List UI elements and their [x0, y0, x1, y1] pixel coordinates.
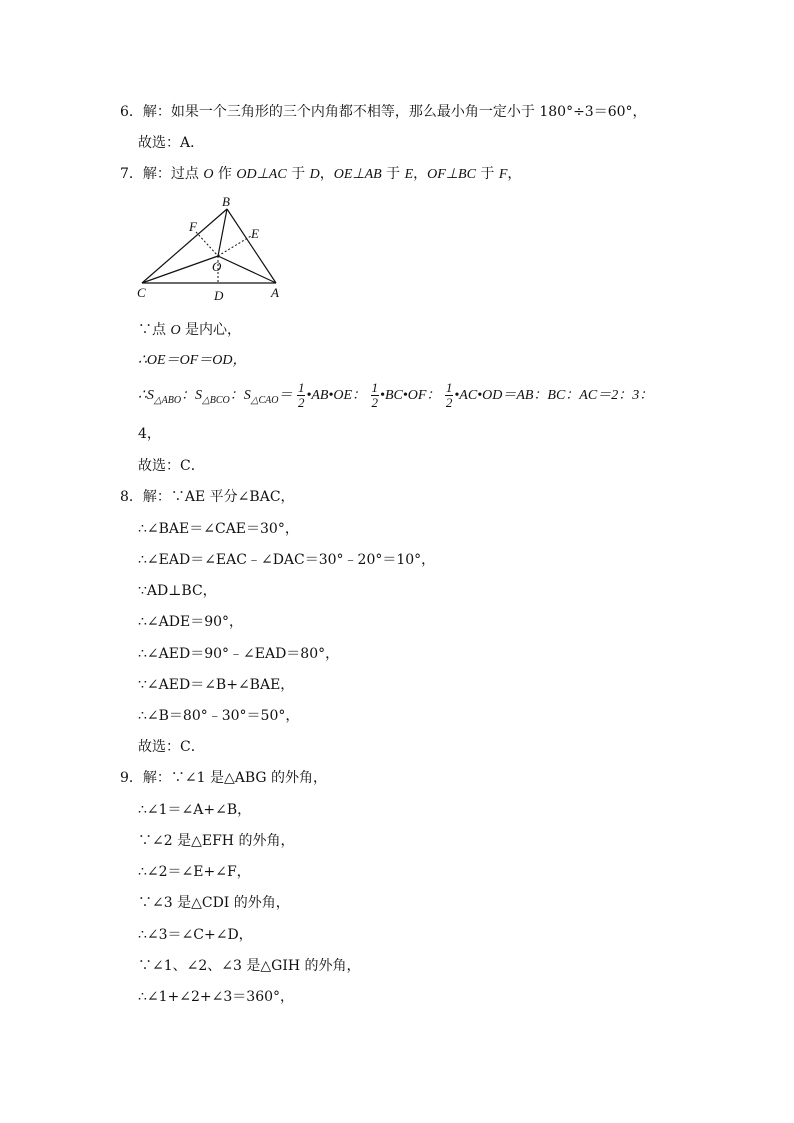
q9-line-2: ∴∠1＝∠A+∠B，: [138, 802, 252, 818]
label-o: O: [212, 259, 222, 274]
q9-line-7: ∵∠1、∠2、∠3 是△GIH 的外角，: [138, 958, 361, 974]
q8-answer: 故选：C．: [138, 739, 205, 755]
q7-answer: 故选：C．: [138, 458, 205, 474]
label-a: A: [271, 285, 279, 300]
label-f: F: [189, 219, 197, 234]
q7-step-3: $\therefore S_{\triangle ABO}$：$S_{\triangle BCO}$：$S_{\triangle CAO}=$ $\frac{1}{2}$ •AB•OE： $\frac{1}{2}$ •BC•OF： $\frac{1}{2}$ •AC•OD＝AB：BC：AC＝2：3：: [138, 380, 654, 411]
fraction-half-1: $\frac{1}{2}$: [297, 380, 305, 411]
q8-line-2: ∴∠BAE＝∠CAE＝30°，: [138, 521, 299, 537]
perp-of: [196, 232, 218, 256]
q8-line-6: ∴∠AED＝90°﹣∠EAD＝80°，: [138, 646, 340, 662]
label-d: D: [214, 288, 224, 303]
q7-intro: 7．解：过点 O 作 OD⊥AC 于 D，OE⊥AB 于 E，OF⊥BC 于 F，: [120, 166, 522, 182]
q9-line-3: ∵∠2 是△EFH 的外角，: [138, 833, 295, 849]
q9-line-6: ∴∠3＝∠C+∠D，: [138, 927, 253, 943]
label-b: B: [222, 194, 230, 209]
fraction-half-3: $\frac{1}{2}$: [445, 380, 453, 411]
q9-line-1: 9．解：∵∠1 是△ABG 的外角，: [120, 770, 328, 786]
q9-line-4: ∴∠2＝∠E+∠F，: [138, 864, 251, 880]
segment-co: [142, 256, 218, 283]
q8-line-4: ∵AD⊥BC，: [138, 583, 217, 599]
q8-line-5: ∴∠ADE＝90°，: [138, 614, 244, 630]
perp-oe: [218, 236, 251, 256]
q7-step-2: ∴OE＝OF＝OD，: [138, 353, 247, 368]
label-e: E: [251, 226, 259, 241]
q8-line-8: ∴∠B＝80°﹣30°＝50°，: [138, 708, 300, 724]
fraction-half-2: $\frac{1}{2}$: [371, 380, 379, 411]
label-c: C: [137, 285, 146, 300]
q9-line-5: ∵∠3 是△CDI 的外角，: [138, 895, 290, 911]
q8-line-7: ∵∠AED＝∠B+∠BAE，: [138, 677, 295, 693]
q8-line-1: 8．解：∵AE 平分∠BAC，: [120, 489, 295, 505]
triangle-figure: [130, 192, 290, 307]
q7-step-3-cont: 4，: [138, 426, 161, 442]
q6-answer: 故选：A．: [138, 135, 205, 151]
q6-line-1: 6．解：如果一个三角形的三个内角都不相等，那么最小角一定小于 180°÷3＝60°，: [120, 104, 647, 120]
q7-step-1: ∵点 O 是内心，: [138, 322, 242, 338]
q9-line-8: ∴∠1+∠2+∠3＝360°，: [138, 989, 295, 1005]
q8-line-3: ∴∠EAD＝∠EAC﹣∠DAC＝30°﹣20°＝10°，: [138, 552, 436, 568]
